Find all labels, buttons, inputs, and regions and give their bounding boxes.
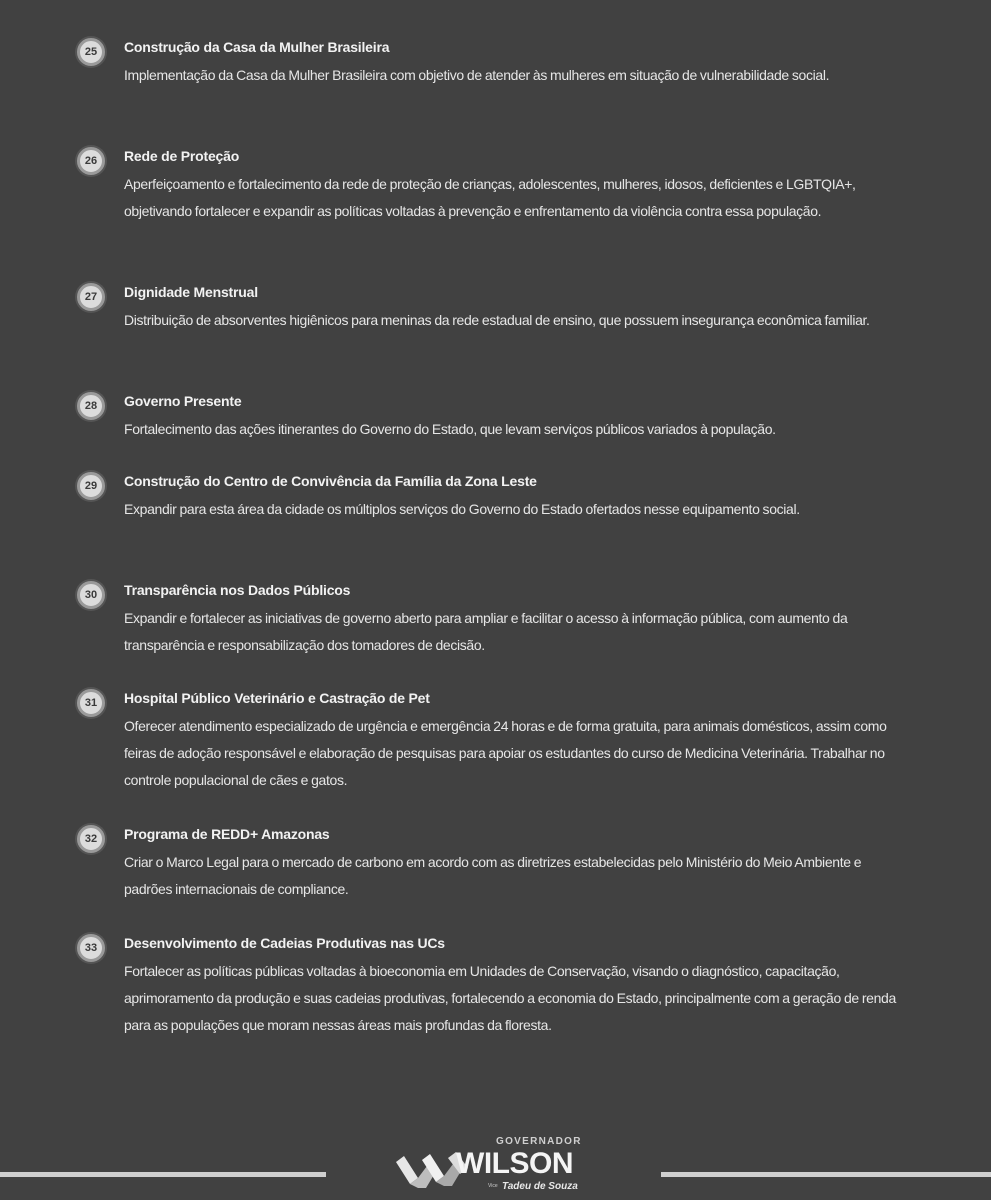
item-title: Desenvolvimento de Cadeias Produtivas nas UCs	[124, 935, 445, 951]
item-number-badge: 25	[77, 38, 105, 66]
item-title: Hospital Público Veterinário e Castração de Pet	[124, 690, 430, 706]
item-number-badge: 28	[77, 392, 105, 420]
item-title: Transparência nos Dados Públicos	[124, 582, 351, 598]
item-title: Dignidade Menstrual	[124, 284, 258, 300]
item-description: Fortalecer as políticas públicas voltadas à bioeconomia em Unidades de Conservação, visando o diagnóstico, capacitação, aprimoramento da produção e suas cadeias produtivas, fortalecendo a economia do Estado, principalmente com a geração de renda para as populações que moram nessas áreas mais profundas da floresta.	[124, 963, 896, 1033]
item-title: Construção do Centro de Convivência da Família da Zona Leste	[124, 473, 537, 489]
item-number-badge: 27	[77, 283, 105, 311]
footer-divider-left	[0, 1172, 326, 1177]
logo-vice-prefix: Vice	[488, 1183, 498, 1189]
item-description: Distribuição de absorventes higiênicos para meninas da rede estadual de ensino, que possuem insegurança econômica familiar.	[124, 312, 870, 328]
item-description: Expandir para esta área da cidade os múltiplos serviços do Governo do Estado ofertados nesse equipamento social.	[124, 501, 800, 517]
item-title: Programa de REDD+ Amazonas	[124, 826, 330, 842]
logo-superscript: GOVERNADOR	[496, 1136, 582, 1147]
footer-divider-right	[661, 1172, 991, 1177]
item-description: Criar o Marco Legal para o mercado de carbono em acordo com as diretrizes estabelecidas pelo Ministério do Meio Ambiente e padrões internacionais de compliance.	[124, 854, 862, 897]
item-number-badge: 29	[77, 472, 105, 500]
item-description: Aperfeiçoamento e fortalecimento da rede de proteção de crianças, adolescentes, mulheres, idosos, deficientes e LGBTQIA+, objetivando fortalecer e expandir as políticas voltadas à prevenção e enfrentamento da violência contra essa população.	[124, 176, 856, 219]
item-number-badge: 32	[77, 825, 105, 853]
item-number-badge: 33	[77, 934, 105, 962]
item-number-badge: 31	[77, 689, 105, 717]
item-title: Construção da Casa da Mulher Brasileira	[124, 39, 390, 55]
footer	[0, 1130, 991, 1200]
item-description: Oferecer atendimento especializado de urgência e emergência 24 horas e de forma gratuita, para animais domésticos, assim como feiras de adoção responsável e elaboração de pesquisas para apoiar os estudantes do curso de Medicina Veterinária. Trabalhar no controle populacional de cães e gatos.	[124, 718, 887, 788]
logo-name: WILSON	[456, 1147, 573, 1180]
campaign-logo	[396, 1134, 596, 1198]
item-description: Fortalecimento das ações itinerantes do Governo do Estado, que levam serviços públicos variados à população.	[124, 421, 776, 437]
logo-vice-name: Tadeu de Souza	[502, 1181, 578, 1192]
item-title: Governo Presente	[124, 393, 242, 409]
item-description: Expandir e fortalecer as iniciativas de governo aberto para ampliar e facilitar o acesso à informação pública, com aumento da transparência e responsabilização dos tomadores de decisão.	[124, 610, 848, 653]
item-title: Rede de Proteção	[124, 148, 240, 164]
item-description: Implementação da Casa da Mulher Brasileira com objetivo de atender às mulheres em situação de vulnerabilidade social.	[124, 67, 830, 83]
item-number-badge: 26	[77, 147, 105, 175]
item-number-badge: 30	[77, 581, 105, 609]
